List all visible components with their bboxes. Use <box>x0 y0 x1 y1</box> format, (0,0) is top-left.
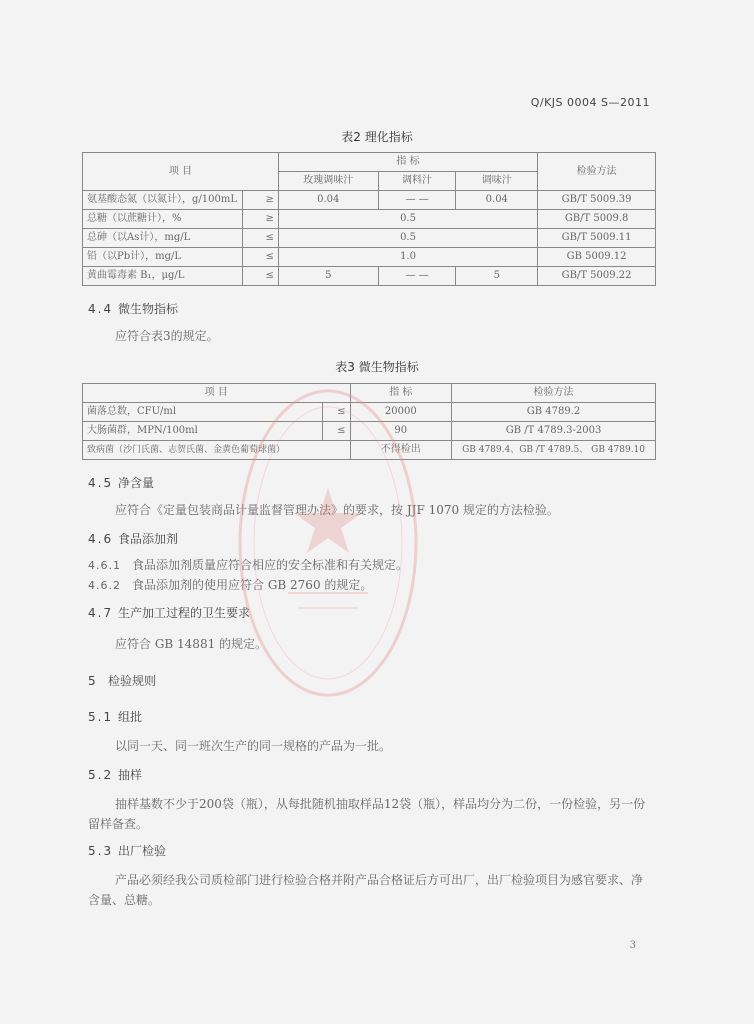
section-4-7-text: 应符合 GB 14881 的规定。 <box>115 637 268 651</box>
page-number: 3 <box>629 940 636 951</box>
table2-cell-op: ≤ <box>242 248 278 267</box>
table2-caption: 表2 理化指标 <box>341 130 413 144</box>
table3-cell-method: GB 4789.4、GB /T 4789.5、 GB 4789.10 <box>452 441 656 460</box>
section-heading-5-1: 5.1 组批 <box>88 710 143 724</box>
table2-cell-op: ≥ <box>242 191 278 210</box>
table2-cell-item: 氨基酸态氮（以氮计），g/100mL <box>83 191 243 210</box>
section-heading-5-3: 5.3 出厂检验 <box>88 844 167 858</box>
section-heading-5-2: 5.2 抽样 <box>88 768 143 782</box>
table3-cell-op: ≤ <box>322 422 350 441</box>
table3-cell-value: 90 <box>350 422 452 441</box>
section-5-3-text: 产品必须经我公司质检部门进行检验合格并附产品合格证后方可出厂，出厂检验项目为感官要求、净含量、总糖。 <box>88 873 644 907</box>
section-heading-4-5: 4.5 净含量 <box>88 476 155 490</box>
table3-cell-op: ≤ <box>322 403 350 422</box>
table3-caption: 表3 微生物指标 <box>335 360 419 374</box>
table3-header-indicator: 指 标 <box>350 384 452 403</box>
table2-cell-op: ≤ <box>242 229 278 248</box>
table-row <box>83 403 656 422</box>
section-heading-4-7: 4.7 生产加工过程的卫生要求 <box>88 606 251 620</box>
table2-subheader: 调料汁 <box>378 172 456 191</box>
table2-cell-value: 0.5 <box>278 210 537 229</box>
table2-physicochemical <box>82 152 656 286</box>
table3-cell-value: 不得检出 <box>350 441 452 460</box>
table2-cell-item: 铅（以Pb计），mg/L <box>83 248 243 267</box>
table3-cell-item: 大肠菌群，MPN/100ml <box>83 422 323 441</box>
table2-cell-method: GB/T 5009.11 <box>538 229 656 248</box>
table2-cell-op: ≥ <box>242 210 278 229</box>
table3-cell-item: 菌落总数，CFU/ml <box>83 403 323 422</box>
table3-cell-method: GB 4789.2 <box>452 403 656 422</box>
table2-cell-value: 0.5 <box>278 229 537 248</box>
clause-4-6-1: 4.6.1 食品添加剂质量应符合相应的安全标准和有关规定。 <box>88 558 409 572</box>
table2-subheader: 调味汁 <box>456 172 538 191</box>
table3-cell-value: 20000 <box>350 403 452 422</box>
table2-cell-item: 总砷（以As计），mg/L <box>83 229 243 248</box>
table2-header-indicator: 指 标 <box>278 153 537 172</box>
table-row <box>83 229 656 248</box>
table2-cell-value: 0.04 <box>456 191 538 210</box>
table2-cell-method: GB/T 5009.8 <box>538 210 656 229</box>
section-5-2-text: 抽样基数不少于200袋（瓶），从每批随机抽取样品12袋（瓶），样品均分为二份，一份检验，另一份留样备查。 <box>88 797 646 831</box>
table-row <box>83 441 656 460</box>
table3-microbiological <box>82 383 656 460</box>
table-row <box>83 248 656 267</box>
table-row <box>83 191 656 210</box>
table2-header-item: 项 目 <box>83 153 279 191</box>
section-4-5-text: 应符合《定量包装商品计量监督管理办法》的要求，按 JJF 1070 规定的方法检验。 <box>115 503 559 517</box>
table-row <box>83 210 656 229</box>
table2-header-method: 检验方法 <box>538 153 656 191</box>
table-row <box>83 422 656 441</box>
table3-cell-item: 致病菌（沙门氏菌、志贺氏菌、金黄色葡萄球菌） <box>83 441 351 460</box>
table2-cell-value: — — <box>378 191 456 210</box>
section-heading-4-4: 4.4 微生物指标 <box>88 302 179 316</box>
table2-cell-value: 0.04 <box>278 191 378 210</box>
clause-4-6-2: 4.6.2 食品添加剂的使用应符合 GB 2760 的规定。 <box>88 578 373 592</box>
table3-header-method: 检验方法 <box>452 384 656 403</box>
section-4-4-text: 应符合表3的规定。 <box>115 329 219 343</box>
table2-cell-value: 1.0 <box>278 248 537 267</box>
section-heading-4-6: 4.6 食品添加剂 <box>88 532 179 546</box>
table2-cell-item: 总糖（以蔗糖计），% <box>83 210 243 229</box>
table2-cell-op: ≤ <box>242 267 278 286</box>
table2-cell-method: GB/T 5009.22 <box>538 267 656 286</box>
table2-cell-value: — — <box>378 267 456 286</box>
section-heading-5: 5 检验规则 <box>88 674 157 688</box>
table2-subheader: 玫瑰调味汁 <box>278 172 378 191</box>
standard-code: Q/KJS 0004 S—2011 <box>530 96 650 109</box>
table3-header-item: 项 目 <box>83 384 351 403</box>
section-5-1-text: 以同一天、同一班次生产的同一规格的产品为一批。 <box>115 739 392 753</box>
table3-cell-method: GB /T 4789.3-2003 <box>452 422 656 441</box>
table-row <box>83 267 656 286</box>
table2-cell-method: GB/T 5009.39 <box>538 191 656 210</box>
table2-cell-method: GB 5009.12 <box>538 248 656 267</box>
table2-cell-value: 5 <box>456 267 538 286</box>
table2-cell-item: 黄曲霉毒素 B₁，μg/L <box>83 267 243 286</box>
table2-cell-value: 5 <box>278 267 378 286</box>
